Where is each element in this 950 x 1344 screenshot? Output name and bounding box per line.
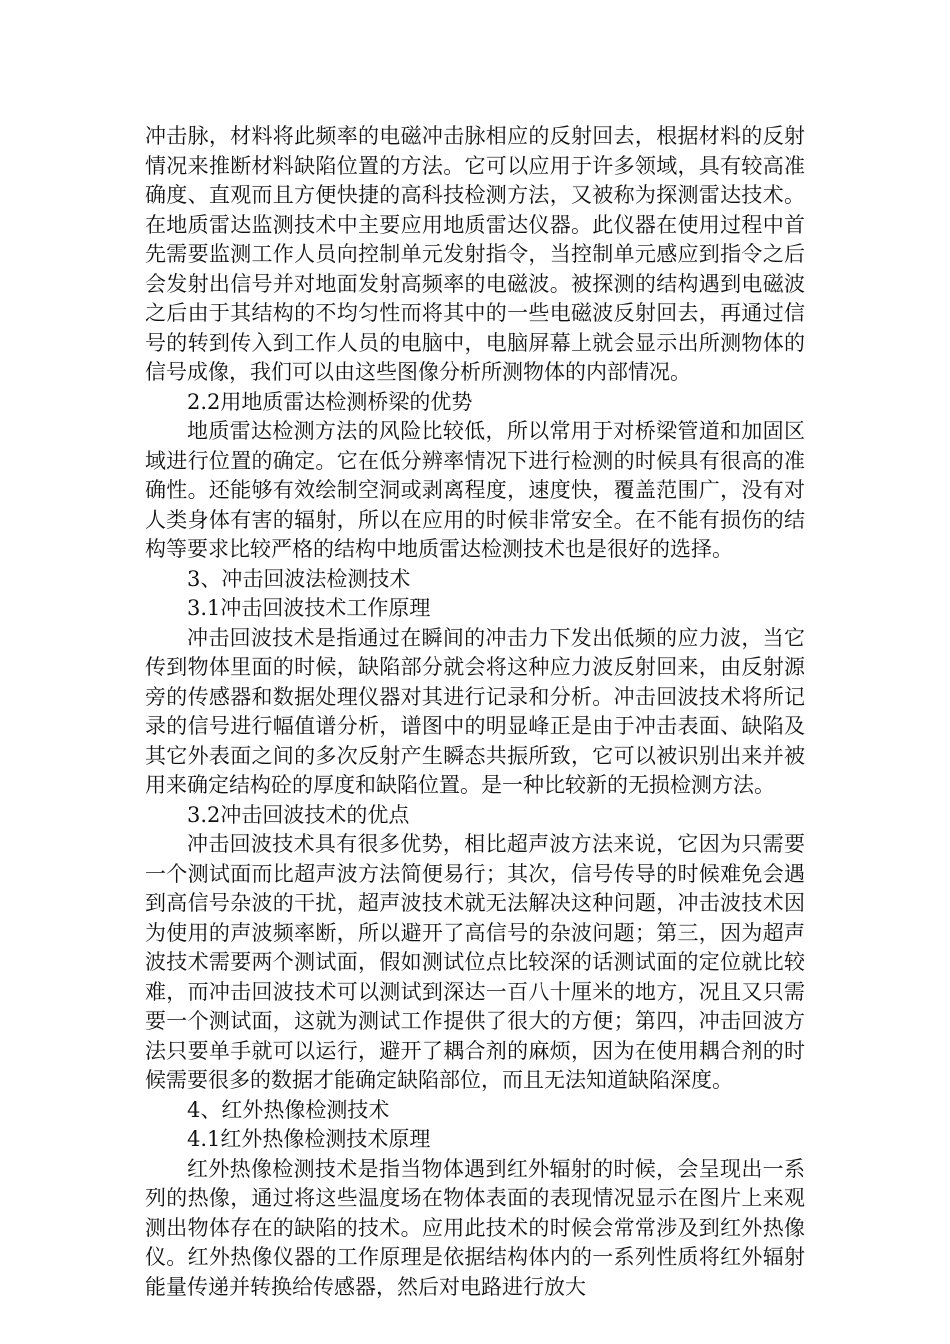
heading-3-1: 3.1冲击回波技术工作原理 xyxy=(187,596,431,620)
paragraph-impact-echo-principle: 冲击回波技术是指通过在瞬间的冲击力下发出低频的应力波，当它传到物体里面的时候，缺陷部分就会将这种应力波反射回来，由反射源旁的传感器和数据处理仪器对其进行记录和分析。冲击回波技术将所记录的信号进行幅值谱分析，谱图中的明显峰正是由于冲击表面、缺陷及其它外表面之间的多次反射产生瞬态共振所致，它可以被识别出来并被用来确定结构砼的厚度和缺陷位置。是一种比较新的无损检测方法。 xyxy=(145,625,805,797)
paragraph-impact-echo-advantages: 冲击回波技术具有很多优势，相比超声波方法来说，它因为只需要一个测试面而比超声波方法简便易行；其次，信号传导的时候难免会遇到高信号杂波的干扰，超声波技术就无法解决这种问题，冲击波技术因为使用的声波频率断，所以避开了高信号的杂波问题；第三，因为超声波技术需要两个测试面，假如测试位点比较深的话测试面的定位就比较难，而冲击回波技术可以测试到深达一百八十厘米的地方，况且又只需要一个测试面，这就为测试工作提供了很大的方便；第四，冲击回波方法只要单手就可以运行，避开了耦合剂的麻烦，因为在使用耦合剂的时候需要很多的数据才能确定缺陷部位，而且无法知道缺陷深度。 xyxy=(145,832,805,1092)
paragraph-radar-advantages: 地质雷达检测方法的风险比较低，所以常用于对桥梁管道和加固区域进行位置的确定。它在低分辨率情况下进行检测的时候具有很高的准确性。还能够有效绘制空洞或剥离程度，速度快，覆盖范围广，没有对人类身体有害的辐射，所以在应用的时候非常安全。在不能有损伤的结构等要求比较严格的结构中地质雷达检测技术也是很好的选择。 xyxy=(145,419,805,561)
heading-2-2: 2.2用地质雷达检测桥梁的优势 xyxy=(187,389,473,414)
heading-3-2: 3.2冲击回波技术的优点 xyxy=(187,802,410,827)
document-body xyxy=(145,122,805,1302)
paragraph-infrared-principle: 红外热像检测技术是指当物体遇到红外辐射的时候，会呈现出一系列的热像，通过将这些温度场在物体表面的表现情况显示在图片上来观测出物体存在的缺陷的技术。应用此技术的时候会常常涉及到红外热像仪。红外热像仪器的工作原理是依据结构体内的一系列性质将红外辐射能量传递并转换给传感器，然后对电路进行放大 xyxy=(145,1156,805,1299)
heading-4-1: 4.1红外热像检测技术原理 xyxy=(187,1127,431,1151)
heading-3: 3、冲击回波法检测技术 xyxy=(187,566,411,591)
paragraph-radar-principle-continued: 冲击脉，材料将此频率的电磁冲击脉相应的反射回去，根据材料的反射情况来推断材料缺陷位置的方法。它可以应用于许多领域，具有较高准确度、直观而且方便快捷的高科技检测方法，又被称为探测雷达技术。在地质雷达监测技术中主要应用地质雷达仪器。此仪器在使用过程中首先需要监测工作人员向控制单元发射指令，当控制单元感应到指令之后会发射出信号并对地面发射高频率的电磁波。被探测的结构遇到电磁波之后由于其结构的不均匀性而将其中的一些电磁波反射回去，再通过信号的转到传入到工作人员的电脑中，电脑屏幕上就会显示出所测物体的信号成像，我们可以由这些图像分析所测物体的内部情况。 xyxy=(145,124,805,384)
heading-4: 4、红外热像检测技术 xyxy=(187,1097,390,1122)
